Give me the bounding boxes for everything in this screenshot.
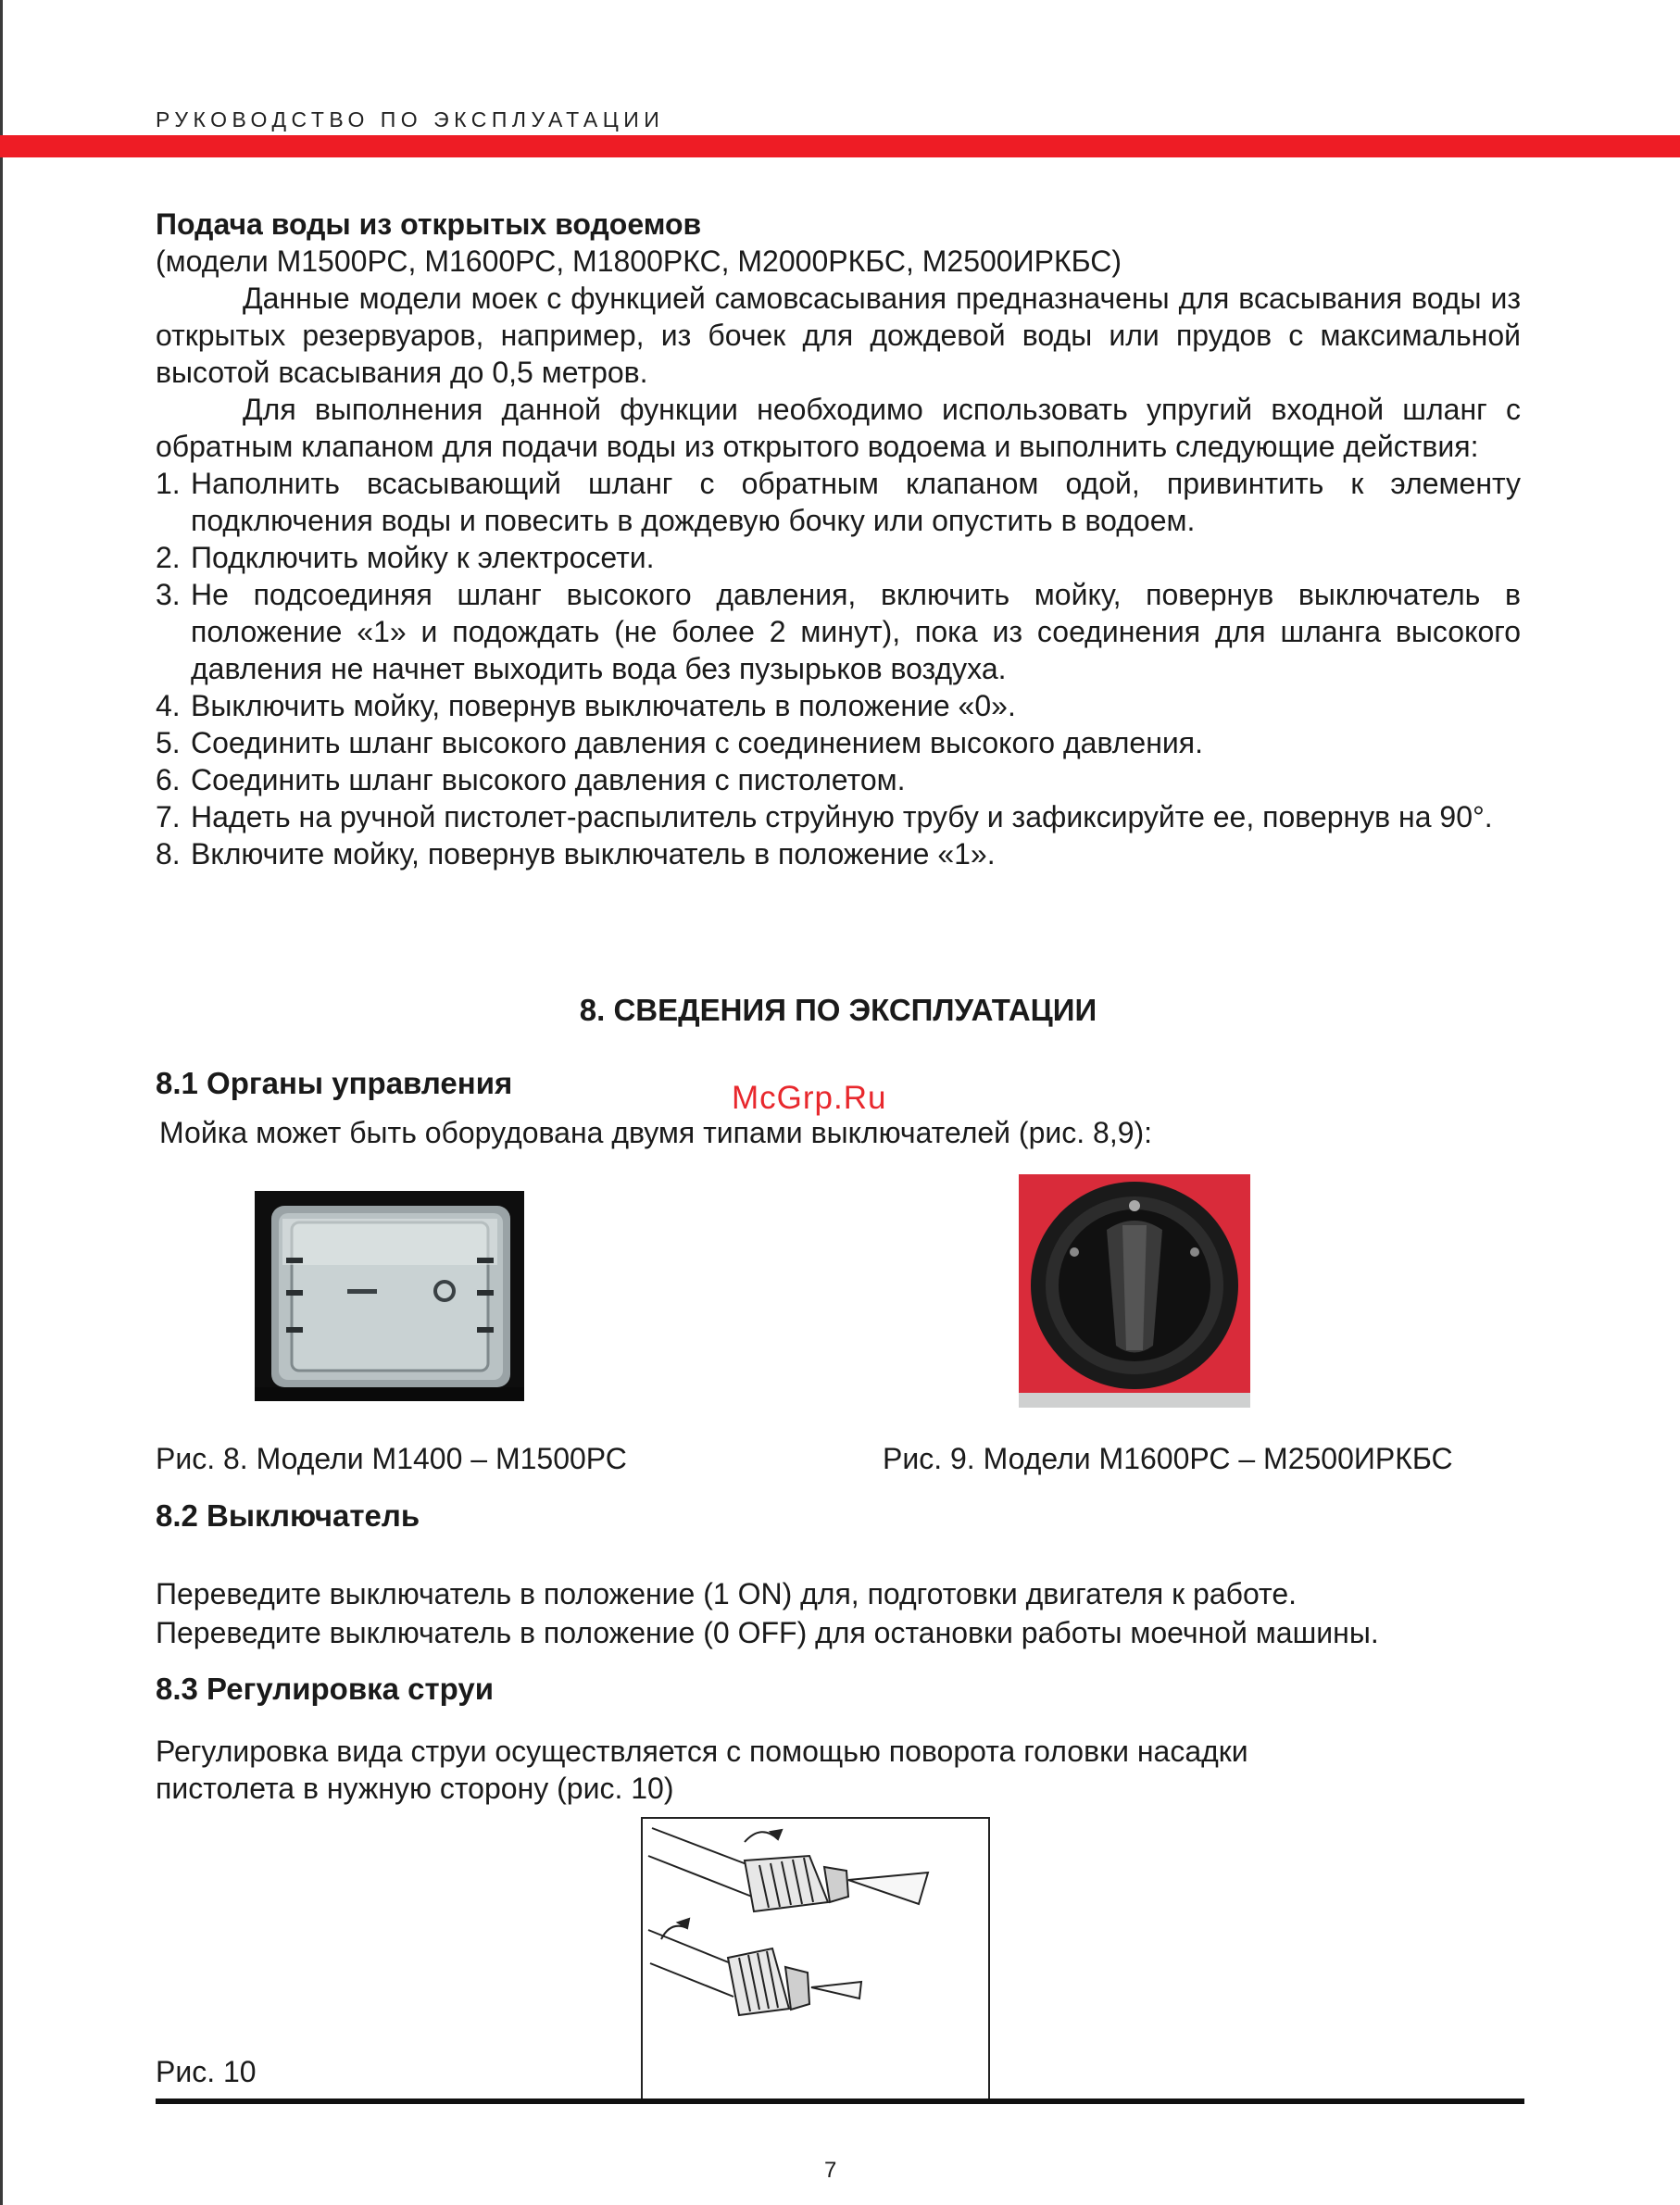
step-item bbox=[156, 465, 1521, 539]
step-text: Выключить мойку, повернув выключатель в положение «0». bbox=[191, 689, 1016, 722]
rotary-switch-illustration bbox=[1019, 1174, 1250, 1408]
step-item bbox=[156, 761, 1521, 798]
figure-9-caption: Рис. 9. Модели М1600РС – М2500ИРКБС bbox=[883, 1442, 1453, 1475]
subsection-8-1-title: 8.1 Органы управления bbox=[156, 1066, 513, 1100]
step-number: 4. bbox=[156, 689, 181, 722]
step-text: Наполнить всасывающий шланг с обратным клапаном одой, привинтить к элементу подключения воды и повесить в дождевую бочку или опустить в водоем. bbox=[191, 467, 1521, 537]
subsection-8-3-line-1: Регулировка вида струи осуществляется с помощью поворота головки насадки bbox=[156, 1735, 1248, 1768]
rocker-switch-photo bbox=[255, 1191, 524, 1401]
step-text: Подключить мойку к электросети. bbox=[191, 541, 655, 574]
step-item bbox=[156, 576, 1521, 687]
step-text: Надеть на ручной пистолет-распылитель струйную трубу и зафиксируйте ее, повернув на 90°. bbox=[191, 800, 1493, 833]
running-header: РУКОВОДСТВО ПО ЭКСПЛУАТАЦИИ bbox=[156, 107, 665, 132]
figure-10-caption: Рис. 10 bbox=[156, 2055, 257, 2088]
page-left-edge bbox=[0, 0, 3, 2205]
rocker-switch-illustration bbox=[255, 1191, 524, 1401]
step-number: 1. bbox=[156, 467, 181, 500]
step-text: Соединить шланг высокого давления с соединением высокого давления. bbox=[191, 726, 1203, 759]
subsection-8-2-line-1: Переведите выключатель в положение (1 ON) для, подготовки двигателя к работе. bbox=[156, 1577, 1298, 1610]
step-text: Не подсоединяя шланг высокого давления, включить мойку, повернув выключатель в положение «1» и подождать (не более 2 минут), пока из соединения для шланга высокого давления не начнет выходить вода без пузырьков воздуха. bbox=[191, 578, 1521, 685]
subsection-8-3-line-2: пистолета в нужную сторону (рис. 10) bbox=[156, 1772, 674, 1805]
water-supply-models: (модели М1500РС, М1600РС, М1800РКС, М2000РКБС, М2500ИРКБС) bbox=[156, 244, 1122, 278]
footer-rule bbox=[156, 2099, 1524, 2104]
subsection-8-2-line-2: Переведите выключатель в положение (0 OFF) для остановки работы моечной машины. bbox=[156, 1616, 1379, 1649]
subsection-8-3-title: 8.3 Регулировка струи bbox=[156, 1672, 495, 1706]
step-number: 5. bbox=[156, 726, 181, 759]
water-supply-section bbox=[156, 206, 1521, 872]
water-supply-steps bbox=[156, 465, 1521, 872]
step-item bbox=[156, 687, 1521, 724]
step-number: 7. bbox=[156, 800, 181, 833]
nozzle-illustration bbox=[643, 1819, 988, 2099]
step-item bbox=[156, 835, 1521, 872]
water-supply-paragraph-1: Данные модели моек с функцией самовсасывания предназначены для всасывания воды из открытых резервуаров, например, из бочек для дождевой воды или прудов с максимальной высотой всасывания до 0,5 метров. bbox=[156, 282, 1521, 389]
figure-8-caption: Рис. 8. Модели М1400 – М1500РС bbox=[156, 1442, 627, 1475]
step-item bbox=[156, 798, 1521, 835]
step-item bbox=[156, 539, 1521, 576]
subsection-8-2-title: 8.2 Выключатель bbox=[156, 1498, 420, 1533]
header-red-band bbox=[0, 135, 1680, 157]
page-number: 7 bbox=[824, 2158, 837, 2183]
subsection-8-1-text: Мойка может быть оборудована двумя типами выключателей (рис. 8,9): bbox=[159, 1116, 1153, 1149]
step-number: 2. bbox=[156, 541, 181, 574]
step-text: Соединить шланг высокого давления с пистолетом. bbox=[191, 763, 906, 796]
rotary-switch-photo bbox=[1019, 1174, 1250, 1408]
step-item bbox=[156, 724, 1521, 761]
step-number: 3. bbox=[156, 578, 181, 611]
nozzle-adjustment-figure bbox=[641, 1817, 990, 2100]
step-number: 6. bbox=[156, 763, 181, 796]
water-supply-paragraph-2: Для выполнения данной функции необходимо использовать упругий входной шланг с обратным клапаном для подачи воды из открытого водоема и выполнить следующие действия: bbox=[156, 393, 1521, 463]
step-text: Включите мойку, повернув выключатель в положение «1». bbox=[191, 837, 996, 871]
watermark-link[interactable]: McGrp.Ru bbox=[732, 1080, 887, 1116]
water-supply-title: Подача воды из открытых водоемов bbox=[156, 207, 702, 241]
section-8-title: 8. СВЕДЕНИЯ ПО ЭКСПЛУАТАЦИИ bbox=[579, 993, 1097, 1027]
step-number: 8. bbox=[156, 837, 181, 871]
